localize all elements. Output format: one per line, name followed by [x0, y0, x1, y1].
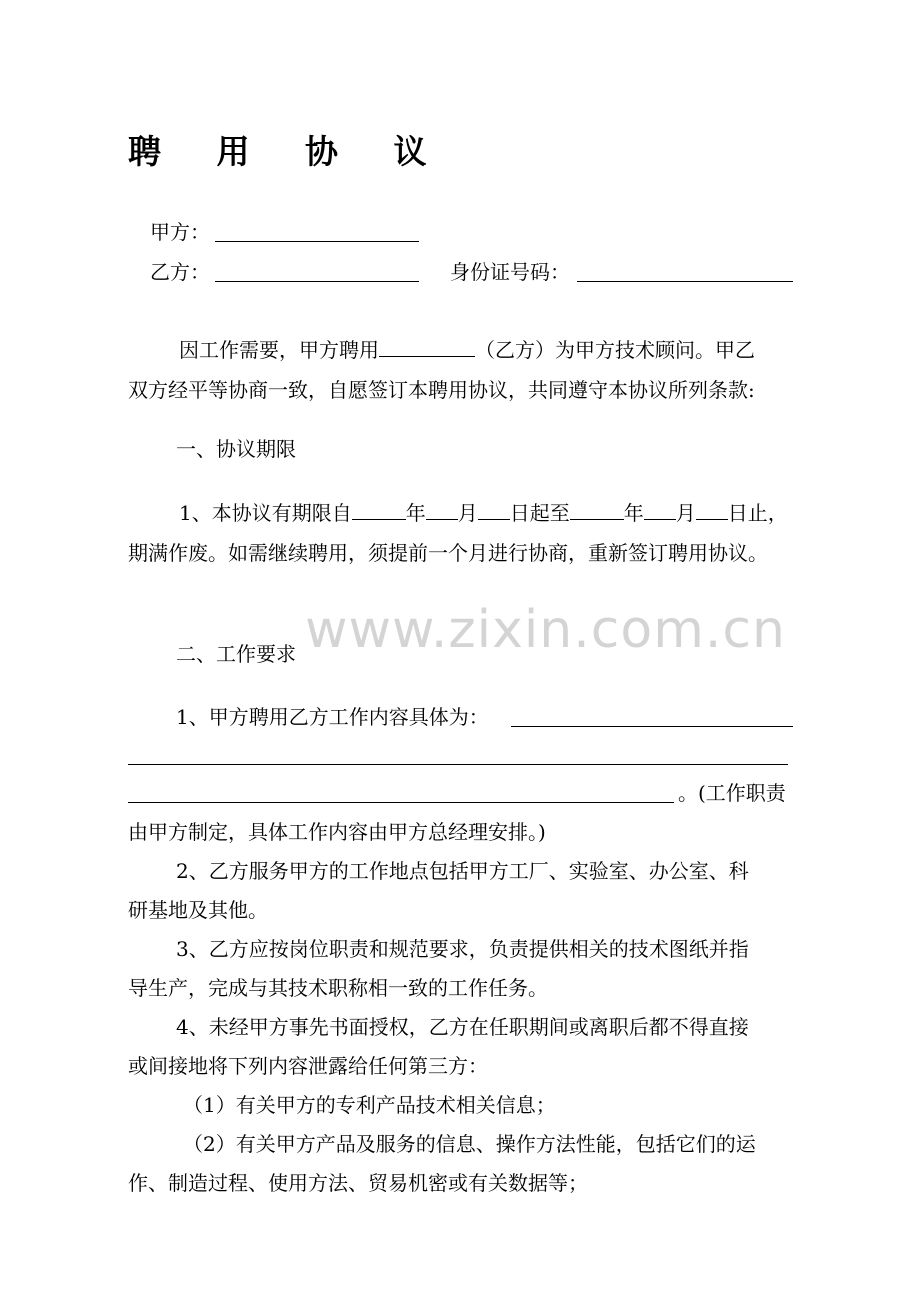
- intro-text-a: 因工作需要，甲方聘用: [179, 338, 379, 362]
- party-b-label: 乙方：: [150, 260, 210, 284]
- consultant-name-blank: [379, 336, 475, 357]
- clause-3-line-2: 导生产，完成与其技术职称相一致的工作任务。: [128, 976, 548, 1000]
- clause-3-line-1: 3、乙方应按岗位职责和规范要求，负责提供相关的技术图纸并指: [176, 937, 749, 961]
- start-month-blank: [426, 499, 458, 520]
- end-day-blank: [696, 499, 728, 520]
- section-2-heading: 二、工作要求: [176, 642, 296, 666]
- id-number-label: 身份证号码：: [450, 260, 570, 284]
- watermark: www.zixin.com.cn: [305, 600, 786, 660]
- clause-4-line-1: 4、未经甲方事先书面授权，乙方在任职期间或离职后都不得直接: [176, 1015, 749, 1039]
- term-line-2: 期满作废。如需继续聘用，须提前一个月进行协商，重新签订聘用协议。: [128, 541, 768, 565]
- party-a-blank: [215, 241, 419, 242]
- item-2-line-1: （2）有关甲方产品及服务的信息、操作方法性能，包括它们的运: [183, 1132, 756, 1156]
- year-label-2: 年: [623, 501, 644, 525]
- clause-2-line-1: 2、乙方服务甲方的工作地点包括甲方工厂、实验室、办公室、科: [176, 859, 749, 883]
- term-text-a: 1、本协议有期限自: [179, 501, 352, 525]
- intro-text-b: （乙方）为甲方技术顾问。甲乙: [475, 338, 755, 362]
- id-number-blank: [577, 281, 793, 282]
- item-2-line-2: 作、制造过程、使用方法、贸易机密或有关数据等；: [128, 1171, 588, 1195]
- item-1: （1）有关甲方的专利产品技术相关信息；: [183, 1093, 556, 1117]
- month-label: 月: [457, 501, 478, 525]
- day-from-label: 日起至: [509, 501, 570, 525]
- party-a-label: 甲方：: [150, 220, 210, 244]
- party-b-blank: [215, 281, 419, 282]
- clause-2-line-2: 研基地及其他。: [128, 898, 268, 922]
- document-title: 聘 用 协 议: [128, 132, 449, 171]
- clause-4-line-2: 或间接地将下列内容泄露给任何第三方：: [128, 1054, 488, 1078]
- work-content-blank-2: [128, 764, 788, 765]
- work-content-label: 1、甲方聘用乙方工作内容具体为：: [176, 705, 489, 729]
- start-day-blank: [478, 499, 510, 520]
- work-content-blank-3: [128, 802, 674, 803]
- work-content-blank-1: [511, 726, 793, 727]
- year-label: 年: [405, 501, 426, 525]
- month-label-2: 月: [675, 501, 696, 525]
- end-month-blank: [644, 499, 676, 520]
- work-content-tail: 。(工作职责: [678, 781, 786, 805]
- section-1-heading: 一、协议期限: [176, 437, 296, 461]
- work-content-line-4: 由甲方制定，具体工作内容由甲方总经理安排。): [128, 820, 546, 844]
- end-year-blank: [570, 499, 624, 520]
- start-year-blank: [352, 499, 406, 520]
- day-to-label: 日止，: [727, 501, 788, 525]
- intro-line-2: 双方经平等协商一致，自愿签订本聘用协议，共同遵守本协议所列条款:: [128, 378, 755, 402]
- term-line-1: [179, 499, 788, 527]
- intro-line-1: [179, 336, 755, 364]
